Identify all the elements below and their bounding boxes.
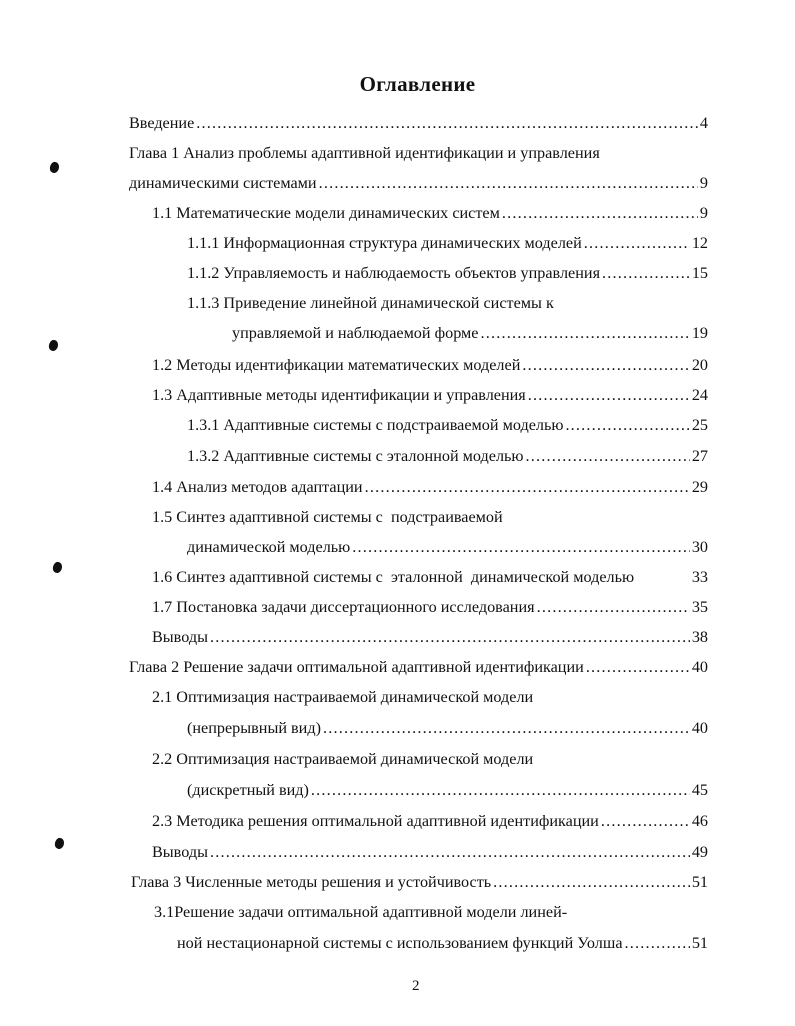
toc-entry [152,568,708,592]
toc-entry [152,843,708,867]
toc-entry [177,934,708,958]
toc-entry [232,324,708,348]
toc-entry [152,598,708,622]
toc-leader-dots [365,478,690,497]
toc-title: Оглавление [359,72,476,96]
toc-entry-text: 1.5 Синтез адаптивной системы с подстраиваемой [152,508,503,526]
toc-entry-text: (непрерывный вид) [187,719,321,737]
toc-entry-text: 3.1Решение задачи оптимальной адаптивной модели линей- [154,903,568,921]
page-number: 2 [412,978,420,994]
toc-entry-text: 2.1 Оптимизация настраиваемой динамической модели [152,688,534,706]
toc-entry-text: 2.2 Оптимизация настраиваемой динамической модели [152,750,534,768]
toc-entry [187,234,708,258]
toc-leader-dots [625,934,690,953]
toc-leader-dots [537,598,690,617]
toc-entry-text: ной нестационарной системы с использованием функций Уолша [177,934,623,952]
toc-entry-page: 19 [691,324,708,342]
toc-entry-text: 1.1.3 Приведение линейной динамической системы к [187,294,554,312]
toc-entry-text: Глава 3 Численные методы решения и устойчивость [131,873,492,891]
toc-leader-dots [480,324,689,343]
toc-entry-text: динамическими системами [129,174,317,192]
toc-entry-page: 46 [691,812,708,830]
toc-entry [187,719,708,743]
toc-entry-page: 24 [691,386,708,404]
toc-entry-text: 1.3.2 Адаптивные системы с эталонной моделью [187,447,524,465]
binder-hole-mark [48,161,60,174]
toc-entry [129,114,708,138]
toc-leader-dots [584,234,690,253]
toc-entry-text: Глава 2 Решение задачи оптимальной адаптивной идентификации [129,658,584,676]
toc-leader-dots [210,843,690,862]
toc-entry [187,781,708,805]
toc-entry-page: 27 [691,447,708,465]
toc-entry-text: 1.1 Математические модели динамических систем [152,204,500,222]
toc-entry-page: 51 [691,873,708,891]
toc-entry-text: (дискретный вид) [187,781,309,799]
toc-leader-dots [528,386,690,405]
toc-entry-page: 51 [691,934,708,952]
toc-entry-page: 38 [691,628,708,646]
toc-entry-page: 45 [691,781,708,799]
binder-hole-mark [51,561,63,574]
toc-entry-page: 9 [699,204,708,222]
toc-entry-text: управляемой и наблюдаемой форме [232,324,479,342]
toc-entry-page: 20 [691,356,708,374]
toc-entry-text: 1.7 Постановка задачи диссертационного исследования [152,598,535,616]
toc-entry [152,386,708,410]
toc-entry [187,416,708,440]
toc-entry [129,174,708,198]
toc-leader-dots [522,356,689,375]
toc-entry [152,750,533,774]
toc-entry [152,508,503,532]
binder-hole-mark [53,837,65,850]
toc-entry-text: 1.2 Методы идентификации математических моделей [152,356,521,374]
toc-entry-page: 33 [691,568,708,586]
toc-entry [187,264,708,288]
toc-entry-page: 35 [691,598,708,616]
toc-leader-dots [196,114,698,133]
toc-leader-dots [352,538,690,557]
toc-entry [152,204,708,228]
toc-entry [152,688,533,712]
toc-entry-page: 40 [691,719,708,737]
toc-entry-text: 1.3 Адаптивные методы идентификации и управления [152,386,526,404]
toc-leader-dots [526,447,690,466]
toc-entry [152,628,708,652]
toc-entry [187,538,708,562]
toc-entry-page: 40 [691,658,708,676]
toc-entry [187,294,554,318]
toc-entry [152,812,708,836]
toc-entry-text: 1.1.2 Управляемость и наблюдаемость объектов управления [187,264,601,282]
toc-entry-page: 30 [691,538,708,556]
toc-entry-page: 15 [691,264,708,282]
toc-entry-text: Глава 1 Анализ проблемы адаптивной идентификации и управления [129,144,600,162]
toc-entry [187,447,708,471]
toc-leader-dots [319,174,698,193]
toc-leader-dots [565,416,689,435]
toc-leader-dots [502,204,698,223]
toc-leader-dots [493,873,690,892]
toc-entry [152,356,708,380]
toc-entry [129,144,600,168]
toc-leader-dots [210,628,690,647]
toc-entry-page: 12 [691,234,708,252]
toc-entry-text: динамической моделью [187,538,351,556]
toc-entry [154,903,567,927]
toc-entry-page: 29 [691,478,708,496]
toc-entry-text: 2.3 Методика решения оптимальной адаптивной идентификации [152,812,599,830]
toc-entry-text: 1.4 Анализ методов адаптации [152,478,363,496]
toc-entry [152,478,708,502]
toc-leader-dots [586,658,690,677]
toc-entry-text: 1.6 Синтез адаптивной системы с эталонной динамической моделью [152,568,635,586]
toc-entry-text: 1.3.1 Адаптивные системы с подстраиваемой моделью [187,416,564,434]
toc-entry-text: 1.1.1 Информационная структура динамических моделей [187,234,582,252]
toc-entry [129,658,708,682]
binder-hole-mark [47,339,59,352]
toc-leader-dots [601,812,690,831]
toc-leader-dots [323,719,690,738]
toc-entry-text: Выводы [152,843,208,861]
toc-leader-dots [602,264,690,283]
toc-entry-page: 4 [699,114,708,132]
toc-entry-page: 9 [699,174,708,192]
toc-entry-text: Введение [129,114,195,132]
toc-entry-page: 25 [691,416,708,434]
toc-entry-page: 49 [691,843,708,861]
toc-entry [131,873,708,897]
toc-entry-text: Выводы [152,628,208,646]
toc-leader-dots [311,781,690,800]
